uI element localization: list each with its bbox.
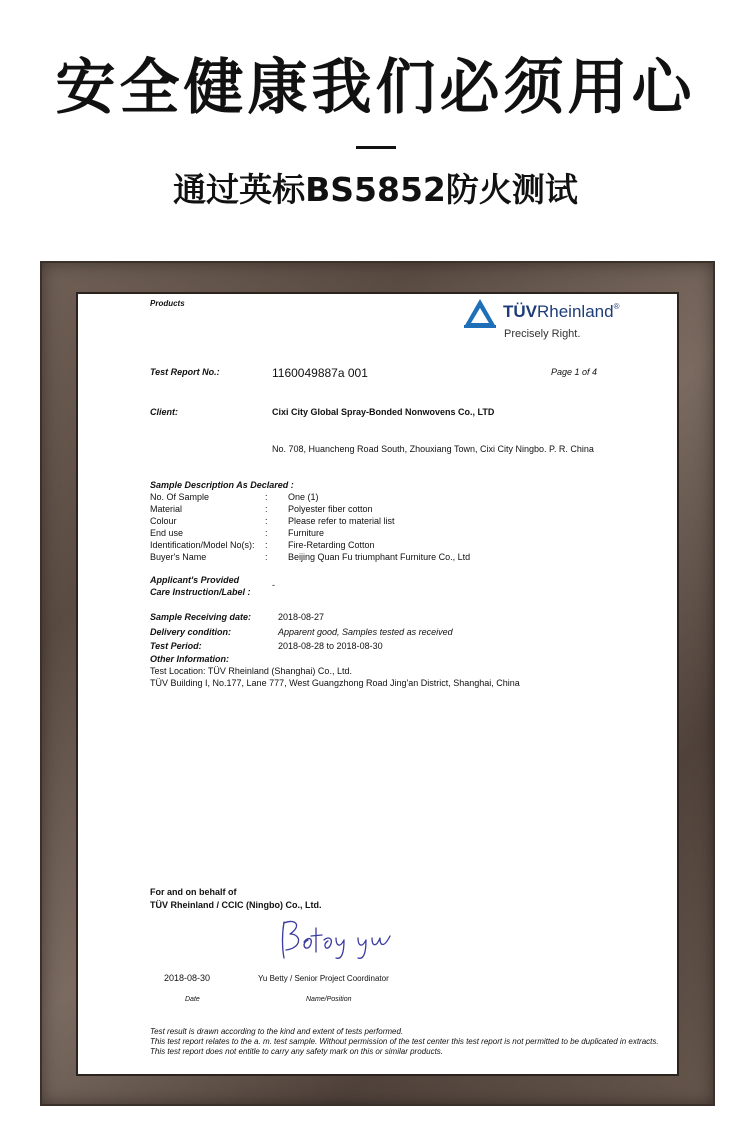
sample-row-label: Colour	[150, 516, 177, 526]
sample-row-separator: :	[265, 492, 268, 502]
test-report-number: 1160049887a 001	[272, 366, 368, 380]
test-report-label: Test Report No.:	[150, 367, 220, 377]
sample-row-value: One (1)	[288, 492, 319, 502]
sample-row	[78, 492, 677, 503]
client-name: Cixi City Global Spray-Bonded Nonwovens Co., LTD	[272, 407, 495, 417]
sample-row-label: Material	[150, 504, 183, 514]
certificate-paper	[78, 294, 677, 1074]
client-label: Client:	[150, 407, 178, 417]
signer-name-position: Yu Betty / Senior Project Coordinator	[258, 974, 389, 983]
care-value: -	[272, 580, 275, 590]
sample-row-separator: :	[265, 528, 268, 538]
receiving-date-label: Sample Receiving date:	[150, 612, 252, 622]
sample-row-value: Fire-Retarding Cotton	[288, 540, 375, 550]
delivery-condition-value: Apparent good, Samples tested as received	[278, 627, 453, 637]
delivery-condition-label: Delivery condition:	[150, 627, 232, 637]
sample-row	[78, 504, 677, 515]
handwritten-signature	[278, 914, 398, 962]
sign-date: 2018-08-30	[164, 973, 211, 983]
sample-row-separator: :	[265, 552, 268, 562]
sample-row	[78, 540, 677, 551]
test-period-label: Test Period:	[150, 641, 202, 651]
sample-row-separator: :	[265, 504, 268, 514]
care-label-line2: Care Instruction/Label :	[150, 587, 251, 597]
sample-row-value: Polyester fiber cotton	[288, 504, 373, 514]
report-footnote	[150, 1027, 660, 1057]
sample-row-value: Beijing Quan Fu triumphant Furniture Co., Ltd	[288, 552, 471, 562]
sample-row	[78, 552, 677, 563]
logo-tagline: Precisely Right.	[504, 328, 581, 340]
on-behalf-line2: TÜV Rheinland / CCIC (Ningbo) Co., Ltd.	[150, 900, 322, 910]
other-information-label: Other Information:	[150, 654, 229, 664]
sample-row-separator: :	[265, 540, 268, 550]
client-address: No. 708, Huancheng Road South, Zhouxiang Town, Cixi City Ningbo. P. R. China	[272, 444, 594, 454]
test-report-document	[78, 294, 677, 1074]
footnote-line2: This test report relates to the a. m. test sample. Without permission of the test center this test report is not permitted to be duplicated in extracts. This test report does not entitle to carry any safety mark on this or similar products.	[150, 1037, 659, 1056]
tuv-triangle-logo-icon	[462, 297, 498, 329]
page-subheadline: 通过英标BS5852防火测试	[173, 170, 578, 209]
sample-row-separator: :	[265, 516, 268, 526]
page-indicator: Page 1 of 4	[551, 367, 598, 377]
logo-brand-bold: TÜV	[503, 302, 537, 321]
test-period-value: 2018-08-28 to 2018-08-30	[278, 641, 383, 651]
receiving-date-value: 2018-08-27	[278, 612, 325, 622]
sample-description-heading: Sample Description As Declared :	[150, 480, 294, 490]
test-location-address: TÜV Building I, No.177, Lane 777, West Guangzhong Road Jing'an District, Shanghai, China	[150, 678, 520, 688]
sample-row-label: No. Of Sample	[150, 492, 210, 502]
footnote-line1: Test result is drawn according to the kind and extent of tests performed.	[150, 1027, 404, 1036]
tuv-rheinland-logo	[503, 302, 619, 322]
sample-row-value: Please refer to material list	[288, 516, 395, 526]
logo-brand-rest: Rheinland	[537, 302, 614, 321]
sample-row	[78, 528, 677, 539]
sample-row	[78, 516, 677, 527]
date-caption: Date	[185, 996, 200, 1003]
sample-row-value: Furniture	[288, 528, 325, 538]
on-behalf-line1: For and on behalf of	[150, 887, 237, 897]
sample-row-label: Identification/Model No(s):	[150, 540, 255, 550]
name-position-caption: Name/Position	[306, 996, 352, 1003]
sample-row-label: End use	[150, 528, 184, 538]
care-label-line1: Applicant's Provided	[150, 575, 240, 585]
page-headline: 安全健康我们必须用心	[55, 53, 696, 123]
headline-divider	[356, 146, 396, 149]
products-label: Products	[150, 299, 185, 308]
registered-mark: ®	[613, 302, 620, 311]
certificate-frame	[40, 261, 715, 1106]
sample-row-label: Buyer's Name	[150, 552, 207, 562]
test-location-line: Test Location: TÜV Rheinland (Shanghai) Co., Ltd.	[150, 666, 352, 676]
